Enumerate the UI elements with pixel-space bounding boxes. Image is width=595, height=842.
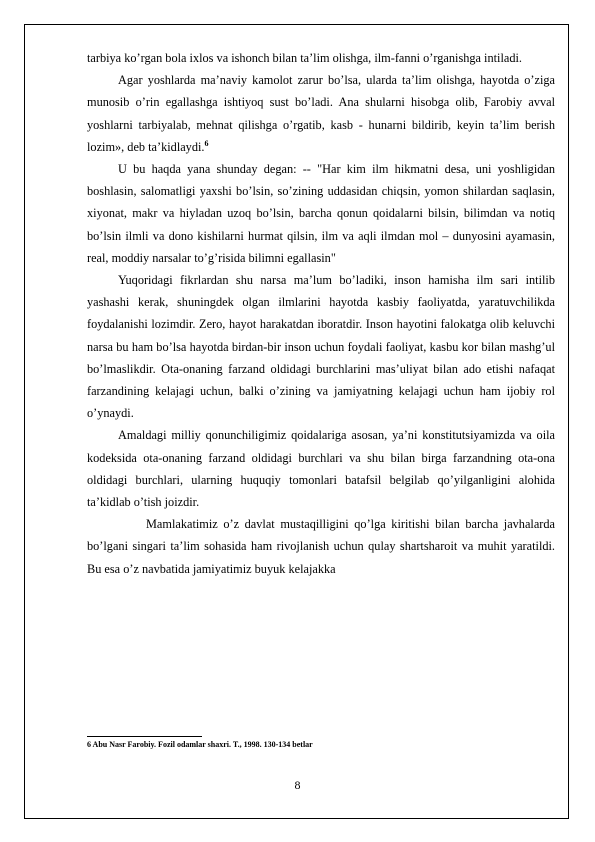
paragraph-2: Agar yoshlarda ma’naviy kamolot zarur bo’lsa, ularda ta’lim olishga, hayotda o’ziga munosib o’rin egallashga ishtiyoq sust bo’ladi. Ana shularni hisobga olib, Farobiy avval yoshlarni tarbiyalab, mehnat qilishga o’rgatib, kasb - hunarni bildirib, keyin ta’lim berish lozim», deb ta’kidlaydi.$^6$ xyxy=(87,73,555,154)
paragraph-5: Amaldagi milliy qonunchiligimiz qoidalariga asosan, ya’ni konstitutsiyamizda va oila kodeksida ota-onaning farzand oldidagi burchlari va shu bilan birga farzandning ota-ona oldidagi burchlari, ularning huquqiy tomonlari batafsil belgilab qo’yilganligini alohida ta’kidlab o’tish joizdir. xyxy=(87,428,555,510)
footnote-text: 6 Abu Nasr Farobiy. Fozil odamlar shaxri. T., 1998. 130-134 betlar xyxy=(87,740,313,749)
footnote-reference[interactable]: 6 xyxy=(204,138,209,148)
paragraph-4: Yuqoridagi fikrlardan shu narsa ma’lum bo’ladiki, inson hamisha ilm sari intilib yashashi kerak, shuningdek olgan ilmlarini hayotda kasbiy faoliyatda, yaratuvchilikda foydalanishi lozimdir. Zero, hayot harakatdan iboratdir. Inson hayotini falokatga olib keluvchi narsa bu ham bo’lsa hayotda birdan-bir inson uchun foydali faoliyat, kasbu kor bilan mashg’ul bo’lmaslikdir. Ota-onaning farzand oldidagi burchlarini mas’uliyat bilan ado etishi nafaqat farzandining kelajagi uchun, balki o’zining va jamiyatning kelajagi uchun ham ijobiy rol o’ynaydi. xyxy=(87,273,555,421)
paragraph-3: U bu haqda yana shunday degan: -- "Har kim ilm hikmatni desa, uni yoshligidan boshlasin, salomatligi yaxshi bo’lsin, so’zining uddasidan chiqsin, yomon shilardan saqlasin, xiyonat, makr va hiyladan uzoq bo’lsin, barcha qonun qoidalarni bilsin, bilimdan va notiq bo’lsin ilmli va dono kishilarni hurmat qilsin, ilm va aqli ilmdan mol – dunyosini ayamasin, real, moddiy narsalar to’g’risida bilimni egallasin" xyxy=(87,162,555,265)
paragraph-6: Mamlakatimiz o’z davlat mustaqilligini qo’lga kiritishi bilan barcha javhalarda bo’lgani singari ta’lim sohasida ham rivojlanish uchun qulay shartsharoit va muhit yaratildi. Bu esa o’z navbatida jamiyatimiz buyuk kelajakka xyxy=(87,517,555,576)
paragraph-1: tarbiya ko’rgan bola ixlos va ishonch bilan ta’lim olishga, ilm-fanni o’rganishga intiladi. xyxy=(87,51,522,65)
page-number: 8 xyxy=(294,778,301,792)
footnote-divider xyxy=(87,736,202,737)
document-body xyxy=(87,47,555,580)
